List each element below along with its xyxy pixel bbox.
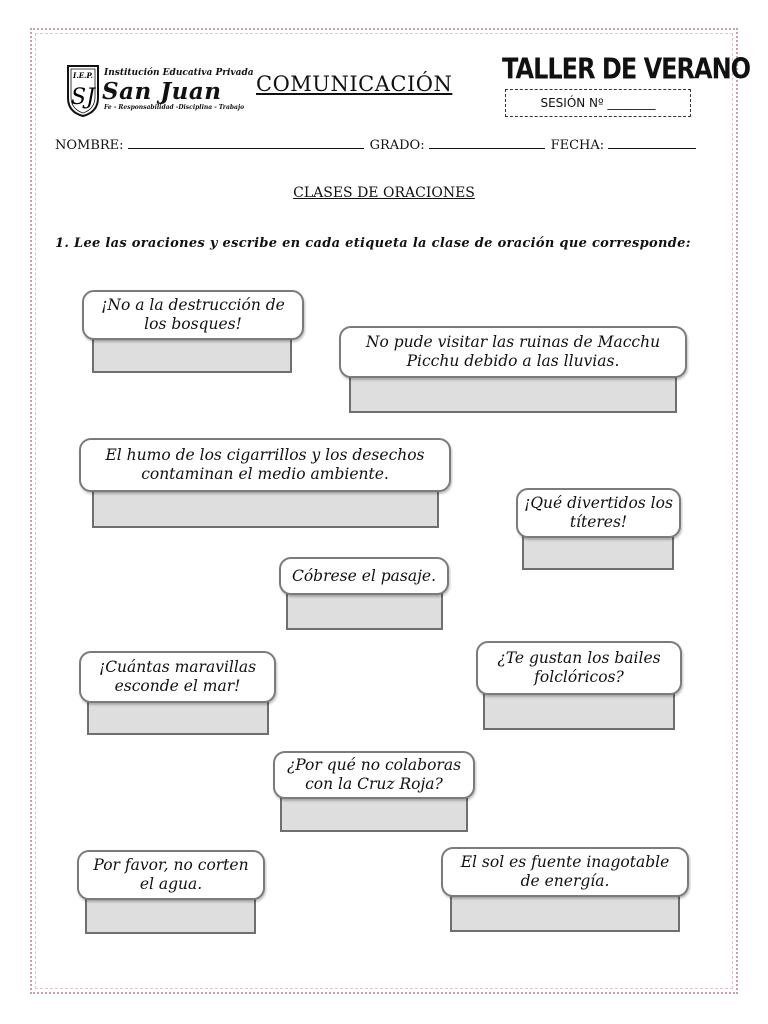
answer-label-box[interactable] bbox=[92, 337, 292, 373]
logo-subtitle: Institución Educativa Privada bbox=[104, 68, 254, 78]
school-shield-icon bbox=[66, 64, 100, 118]
answer-label-box[interactable] bbox=[349, 375, 677, 413]
shield-text: I.E.P. bbox=[72, 71, 94, 80]
sentence-card: ¡No a la destrucción de los bosques! bbox=[82, 290, 304, 340]
answer-label-box[interactable] bbox=[483, 692, 675, 730]
grade-field[interactable] bbox=[429, 136, 545, 149]
answer-label-box[interactable] bbox=[92, 489, 439, 528]
logo-school-name: San Juan bbox=[102, 78, 222, 105]
subject-title: COMUNICACIÓN bbox=[256, 72, 453, 96]
session-label: SESIÓN Nº ________ bbox=[540, 96, 656, 110]
grade-label: GRADO: bbox=[369, 138, 425, 153]
logo-motto: Fe - Responsabilidad -Disciplina - Trabajo bbox=[104, 104, 245, 111]
session-box bbox=[505, 89, 691, 117]
name-label: NOMBRE: bbox=[55, 138, 124, 153]
answer-label-box[interactable] bbox=[522, 535, 674, 570]
sentence-card: ¿Por qué no colaboras con la Cruz Roja? bbox=[273, 751, 475, 799]
student-fields bbox=[55, 136, 715, 153]
section-title: CLASES DE ORACIONES bbox=[293, 185, 475, 201]
sentence-card: ¡Cuántas maravillas esconde el mar! bbox=[79, 651, 276, 703]
sentence-card: ¡Qué divertidos los títeres! bbox=[516, 488, 681, 538]
sentence-card: Por favor, no corten el agua. bbox=[77, 850, 265, 900]
answer-label-box[interactable] bbox=[286, 592, 443, 630]
answer-label-box[interactable] bbox=[85, 897, 256, 934]
answer-label-box[interactable] bbox=[87, 699, 269, 735]
answer-label-box[interactable] bbox=[280, 796, 468, 832]
date-field[interactable] bbox=[608, 136, 696, 149]
svg-text:SJ: SJ bbox=[71, 85, 95, 110]
answer-label-box[interactable] bbox=[450, 894, 680, 932]
sentence-card: ¿Te gustan los bailes folclóricos? bbox=[476, 641, 682, 695]
sentence-card: No pude visitar las ruinas de Macchu Picchu debido a las lluvias. bbox=[339, 326, 687, 378]
instruction: 1. Lee las oraciones y escribe en cada etiqueta la clase de oración que corresponde: bbox=[55, 236, 691, 251]
school-logo bbox=[66, 62, 254, 122]
date-label: FECHA: bbox=[550, 138, 605, 153]
sentence-card: Cóbrese el pasaje. bbox=[279, 557, 449, 595]
sentence-card: El sol es fuente inagotable de energía. bbox=[441, 847, 689, 897]
workshop-title: TALLER DE VERANO bbox=[502, 52, 751, 86]
sentence-card: El humo de los cigarrillos y los desechos contaminan el medio ambiente. bbox=[79, 438, 451, 492]
name-field[interactable] bbox=[128, 136, 364, 149]
